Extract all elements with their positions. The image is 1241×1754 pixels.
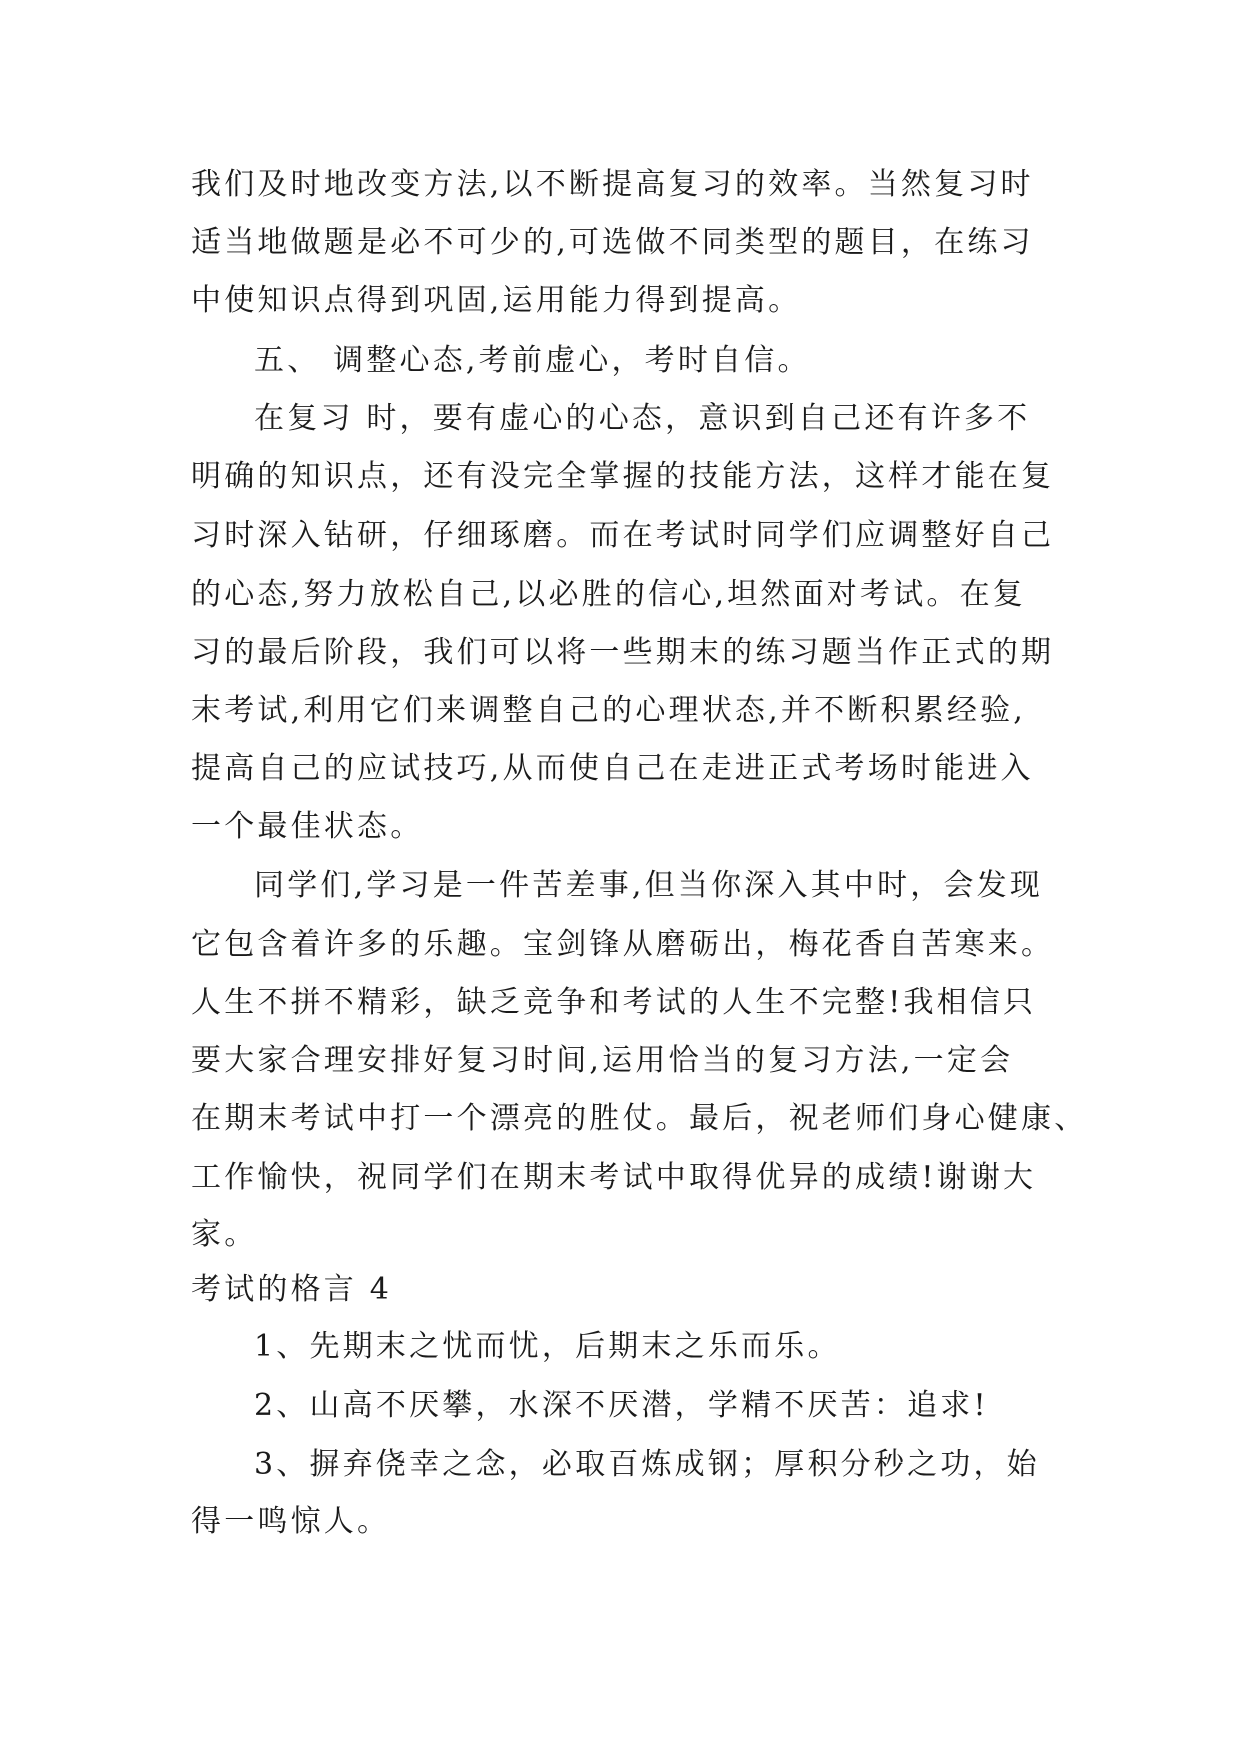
body-line: 在期末考试中打一个漂亮的胜仗。最后，祝老师们身心健康、	[191, 1101, 1088, 1136]
body-line: 提高自己的应试技巧,从而使自己在走进正式考场时能进入	[191, 751, 1034, 786]
list-item: 3、摒弃侥幸之念，必取百炼成钢；厚积分秒之功，始	[254, 1447, 1040, 1482]
section-heading: 五、 调整心态,考前虚心，考时自信。	[254, 343, 811, 378]
body-line: 末考试,利用它们来调整自己的心理状态,并不断积累经验,	[191, 693, 1027, 728]
list-item-continued: 得一鸣惊人。	[191, 1504, 391, 1539]
body-line: 适当地做题是必不可少的,可选做不同类型的题目，在练习	[191, 225, 1034, 260]
body-line: 人生不拼不精彩，缺乏竞争和考试的人生不完整!我相信只	[191, 985, 1037, 1020]
body-line: 明确的知识点，还有没完全掌握的技能方法，这样才能在复	[191, 459, 1055, 494]
body-line: 同学们,学习是一件苦差事,但当你深入其中时，会发现	[254, 868, 1044, 903]
body-line: 的心态,努力放松自己,以必胜的信心,坦然面对考试。在复	[191, 577, 1027, 612]
body-line: 一个最佳状态。	[191, 809, 424, 844]
section-title: 考试的格言 4	[191, 1272, 393, 1307]
body-line: 习的最后阶段，我们可以将一些期末的练习题当作正式的期	[191, 635, 1055, 670]
list-item: 1、先期末之忧而忧，后期末之乐而乐。	[254, 1329, 841, 1364]
body-line: 家。	[191, 1217, 258, 1252]
body-line: 要大家合理安排好复习时间,运用恰当的复习方法,一定会	[191, 1043, 1014, 1078]
body-line: 习时深入钻研，仔细琢磨。而在考试时同学们应调整好自己	[191, 518, 1055, 553]
body-line: 中使知识点得到巩固,运用能力得到提高。	[191, 283, 802, 318]
list-item: 2、山高不厌攀，水深不厌潜，学精不厌苦：追求!	[254, 1388, 989, 1423]
body-line: 我们及时地改变方法,以不断提高复习的效率。当然复习时	[191, 167, 1034, 202]
body-line: 它包含着许多的乐趣。宝剑锋从磨砺出，梅花香自苦寒来。	[191, 927, 1055, 962]
body-line: 工作愉快，祝同学们在期末考试中取得优异的成绩!谢谢大	[191, 1160, 1037, 1195]
body-line: 在复习 时，要有虚心的心态，意识到自己还有许多不	[254, 401, 1031, 436]
